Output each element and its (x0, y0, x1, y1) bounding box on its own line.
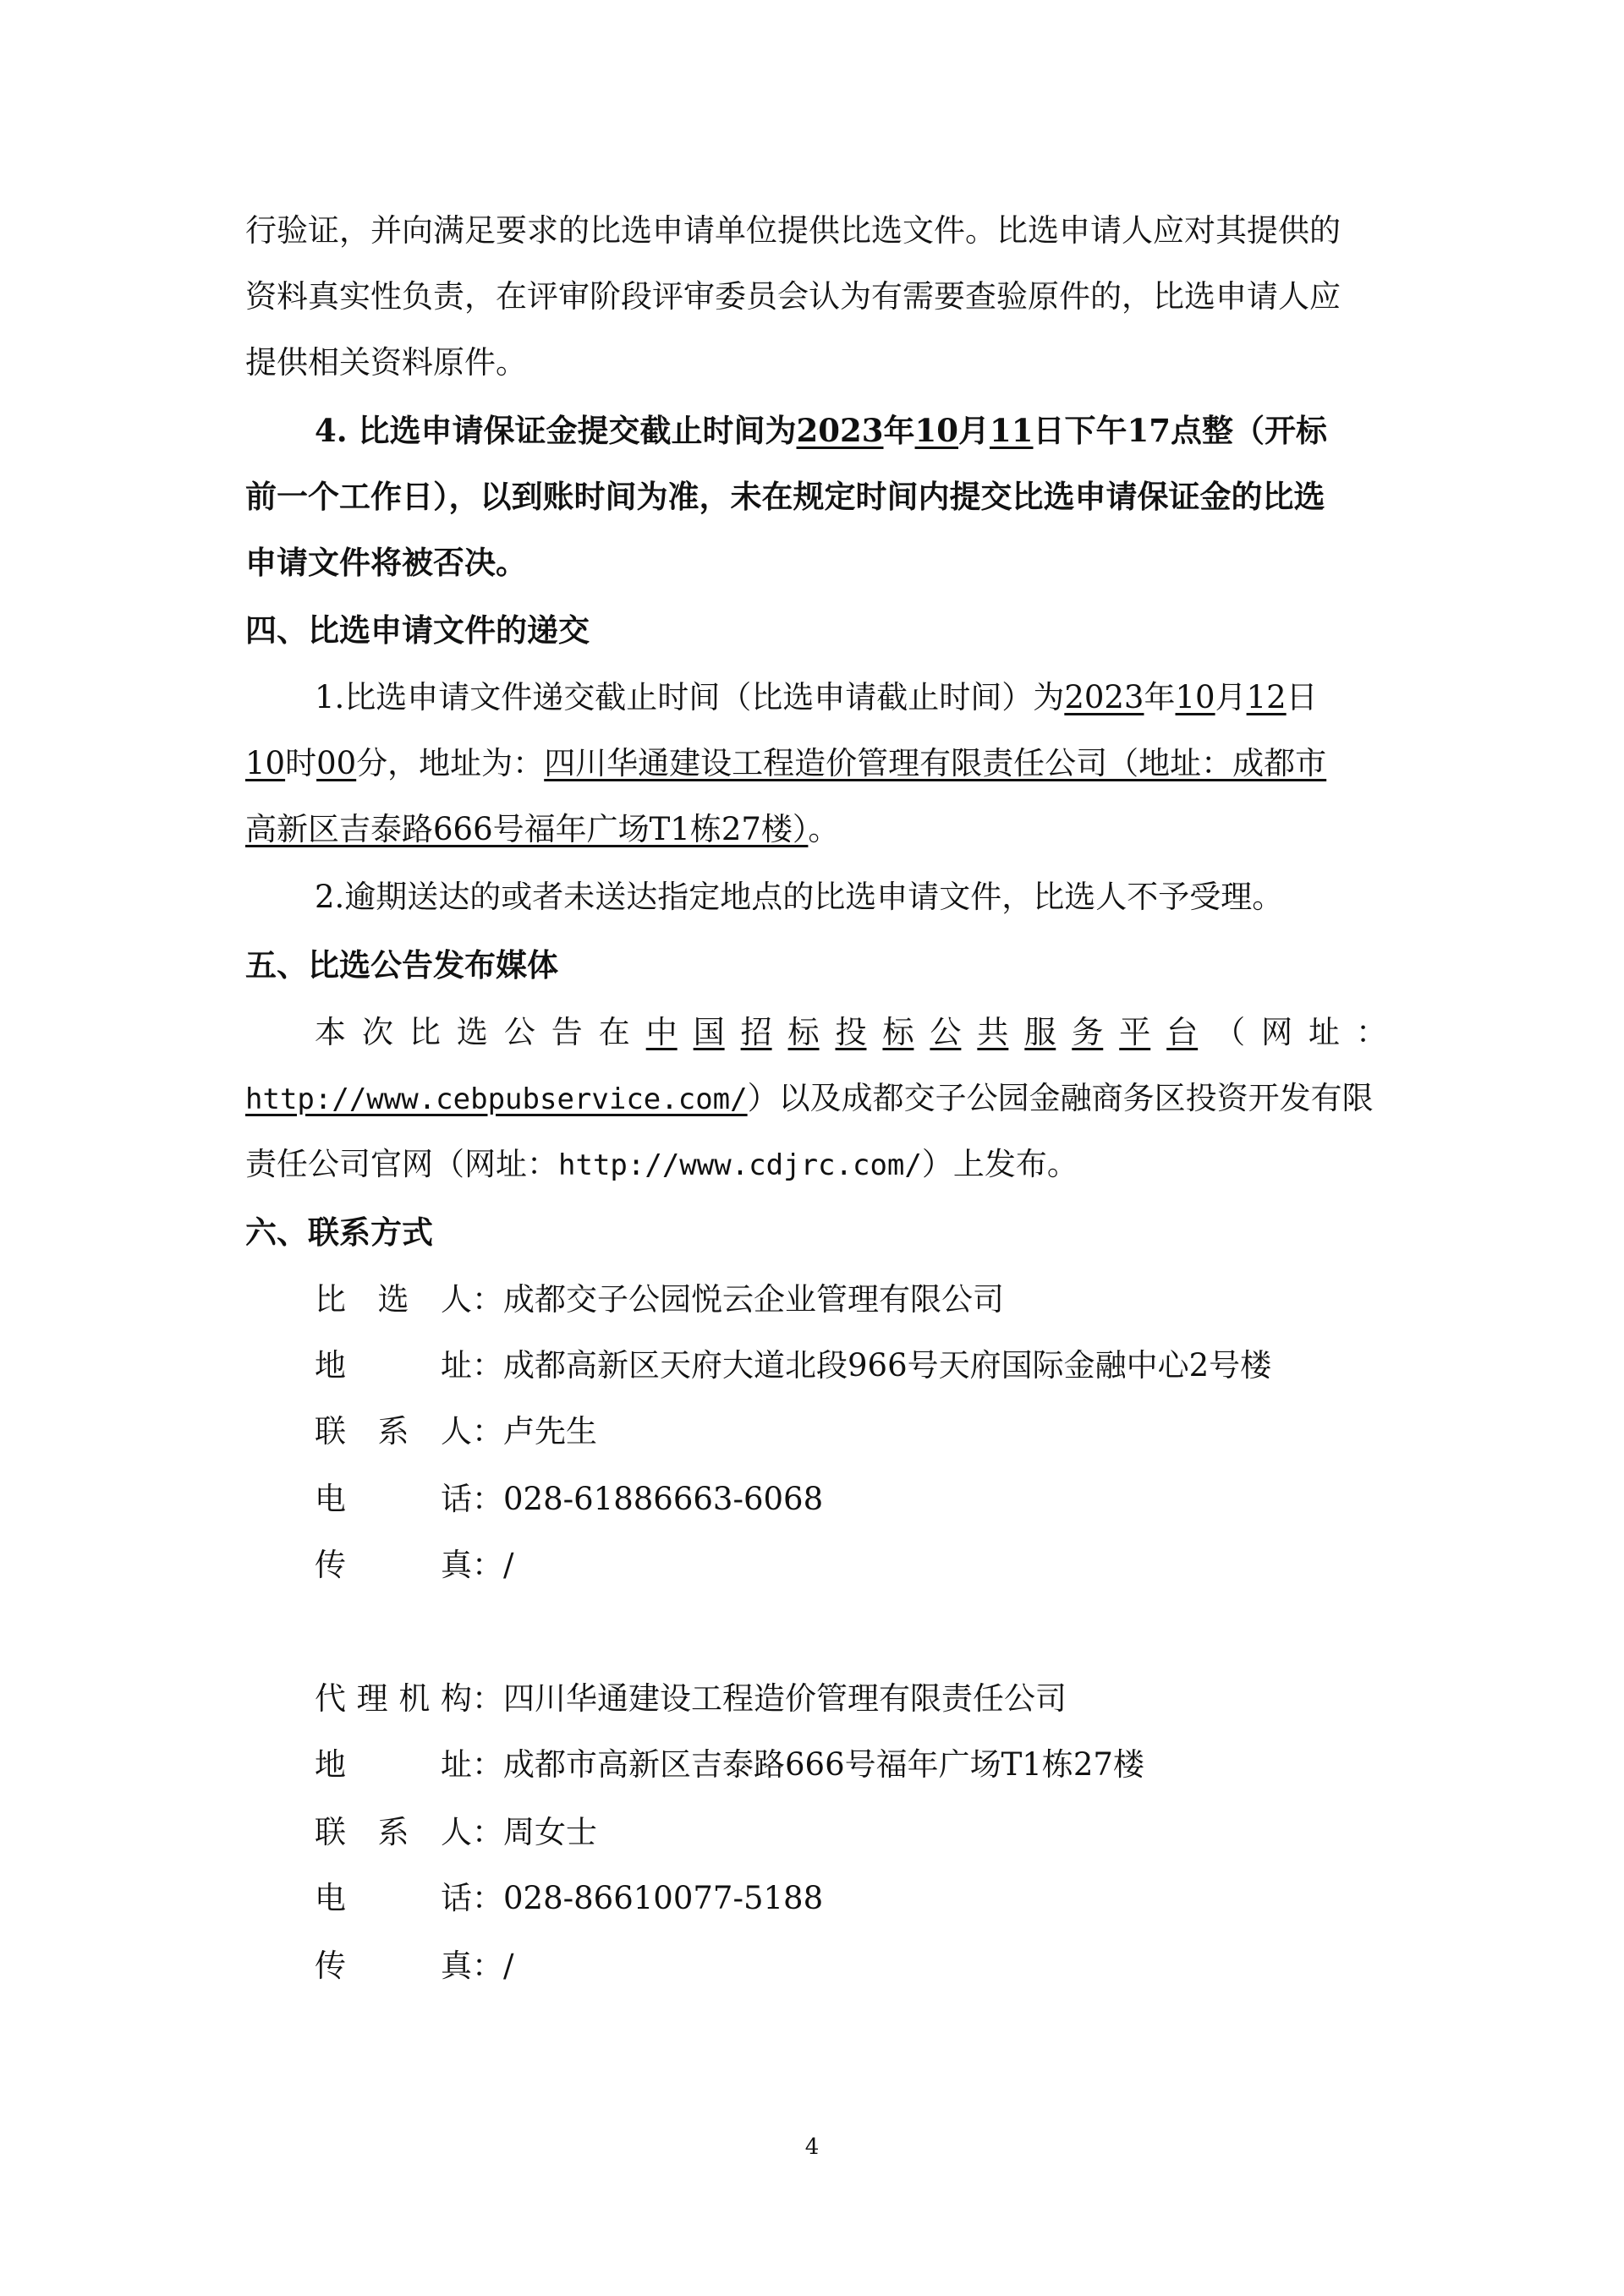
deposit-text-line: 前一个工作日），以到账时间为准，未在规定时间内提交比选申请保证金的比选 (245, 478, 1325, 515)
contact-label: 电话 (315, 1481, 472, 1517)
contact-value: 周女士 (503, 1814, 597, 1850)
colon: ： (472, 1814, 503, 1850)
contact-label: 代理机构 (315, 1680, 472, 1717)
colon: ： (472, 1413, 503, 1449)
contact-row-phone (315, 1478, 1387, 1521)
media-char: 国 (693, 1014, 725, 1050)
contact-value: 028-86610077-5188 (503, 1880, 824, 1916)
media-char: 本 (315, 1014, 346, 1050)
contact-label: 联系人 (315, 1413, 472, 1449)
contact-row-person (315, 1811, 1387, 1854)
media-char: 公 (503, 1014, 535, 1050)
media-char: ： (1355, 1014, 1387, 1050)
platform-url-link[interactable]: http://www.cebpubservice.com/ (245, 1082, 748, 1116)
media-line (245, 1143, 1387, 1186)
media-char: 选 (456, 1014, 488, 1050)
colon: ： (472, 1948, 503, 1984)
section-heading: 六、联系方式 (245, 1214, 433, 1251)
submission-address: 高新区吉泰路666号福年广场T1栋27楼） (245, 811, 809, 847)
submission-month: 10 (1175, 679, 1215, 715)
deposit-year: 2023 (796, 412, 884, 449)
media-char: 告 (551, 1014, 583, 1050)
deposit-text: 月 (958, 412, 990, 449)
section-heading: 四、比选申请文件的递交 (245, 611, 590, 649)
media-char: 在 (598, 1014, 630, 1050)
colon: ： (472, 1680, 503, 1717)
media-char: 服 (1024, 1014, 1056, 1050)
media-text: ）上发布。 (921, 1146, 1078, 1182)
media-char: 招 (740, 1014, 772, 1050)
submission-day: 12 (1246, 679, 1287, 715)
submission-text: 1.比选申请文件递交截止时间（比选申请截止时间）为 (315, 679, 1065, 715)
body-text-line: 资料真实性负责，在评审阶段评审委员会认为有需要查验原件的，比选申请人应 (245, 278, 1341, 315)
section-heading: 五、比选公告发布媒体 (245, 946, 558, 984)
media-char: 比 (409, 1014, 441, 1050)
colon: ： (472, 1880, 503, 1916)
media-char: 中 (645, 1014, 678, 1050)
media-char: 投 (835, 1014, 867, 1050)
deposit-text: 年 (883, 412, 915, 449)
submission-text: 分，地址为： (356, 745, 545, 781)
contact-label: 地址 (315, 1746, 472, 1783)
colon: ： (472, 1481, 503, 1517)
media-char: 网 (1261, 1014, 1293, 1050)
media-char: 务 (1072, 1014, 1104, 1050)
media-char: （ (1214, 1014, 1246, 1050)
contact-value: 四川华通建设工程造价管理有限责任公司 (503, 1680, 1067, 1717)
contact-row-address (315, 1345, 1387, 1387)
deposit-text-line: 申请文件将被否决。 (245, 544, 527, 581)
media-char: 平 (1119, 1014, 1151, 1050)
deposit-day: 11 (990, 412, 1034, 449)
contact-value: / (503, 1948, 514, 1984)
contact-row-selector (315, 1279, 1387, 1321)
media-line (315, 1011, 1387, 1054)
contact-label: 比选人 (315, 1281, 472, 1318)
contact-row-fax (315, 1945, 1387, 1987)
contact-row-address (315, 1744, 1387, 1786)
deposit-text: 比选申请保证金提交截止时间为 (358, 412, 797, 449)
deposit-deadline-line (315, 409, 1387, 452)
media-char: 次 (361, 1014, 393, 1050)
contact-value: 成都交子公园悦云企业管理有限公司 (503, 1281, 1004, 1318)
submission-hour: 10 (245, 745, 286, 781)
submission-address: 四川华通建设工程造价管理有限责任公司（地址：成都市 (544, 745, 1327, 781)
contact-label: 地址 (315, 1347, 472, 1384)
submission-text: 。 (808, 811, 840, 847)
colon: ： (472, 1347, 503, 1384)
media-char: 标 (787, 1014, 820, 1050)
contact-value: 028-61886663-6068 (503, 1481, 824, 1517)
contact-value: / (503, 1547, 514, 1583)
contact-value: 成都高新区天府大道北段966号天府国际金融中心2号楼 (503, 1347, 1272, 1384)
colon: ： (472, 1281, 503, 1318)
submission-minute: 00 (316, 745, 357, 781)
colon: ： (472, 1547, 503, 1583)
media-char: 址 (1309, 1014, 1341, 1050)
contact-value: 成都市高新区吉泰路666号福年广场T1栋27楼 (503, 1746, 1144, 1783)
body-text-line: 行验证，并向满足要求的比选申请单位提供比选文件。比选申请人应对其提供的 (245, 212, 1341, 249)
page-number: 4 (804, 2134, 820, 2160)
contact-row-phone (315, 1877, 1387, 1920)
submission-year: 2023 (1064, 679, 1144, 715)
submission-text: 日 (1286, 679, 1318, 715)
submission-text: 年 (1144, 679, 1176, 715)
contact-label: 传真 (315, 1948, 472, 1984)
colon: ： (472, 1746, 503, 1783)
contact-row-fax (315, 1544, 1387, 1586)
contact-row-person (315, 1411, 1387, 1453)
contact-label: 传真 (315, 1547, 472, 1583)
submission-address-line (245, 743, 1387, 785)
media-text: ）以及成都交子公园金融商务区投资开发有限 (747, 1080, 1374, 1116)
body-text-line: 提供相关资料原件。 (245, 344, 527, 381)
deposit-month: 10 (914, 412, 959, 449)
contact-label: 联系人 (315, 1814, 472, 1850)
media-char: 共 (977, 1014, 1009, 1050)
late-submission-line: 2.逾期送达的或者未送达指定地点的比选申请文件，比选人不予受理。 (315, 879, 1284, 915)
media-line (245, 1077, 1387, 1120)
contact-value: 卢先生 (503, 1413, 597, 1449)
submission-address-line (245, 808, 1387, 851)
submission-text: 月 (1215, 679, 1247, 715)
submission-deadline-line (315, 677, 1387, 719)
media-char: 标 (882, 1014, 914, 1050)
submission-text: 时 (285, 745, 317, 781)
deposit-text: 日下午17点整（开标 (1033, 412, 1328, 449)
item-number: 4. (315, 412, 348, 449)
contact-row-agency (315, 1678, 1387, 1720)
contact-label: 电话 (315, 1880, 472, 1916)
company-url: http://www.cdjrc.com/ (558, 1148, 922, 1182)
media-char: 公 (930, 1014, 962, 1050)
media-text: 责任公司官网（网址： (245, 1146, 558, 1182)
media-char: 台 (1166, 1014, 1199, 1050)
